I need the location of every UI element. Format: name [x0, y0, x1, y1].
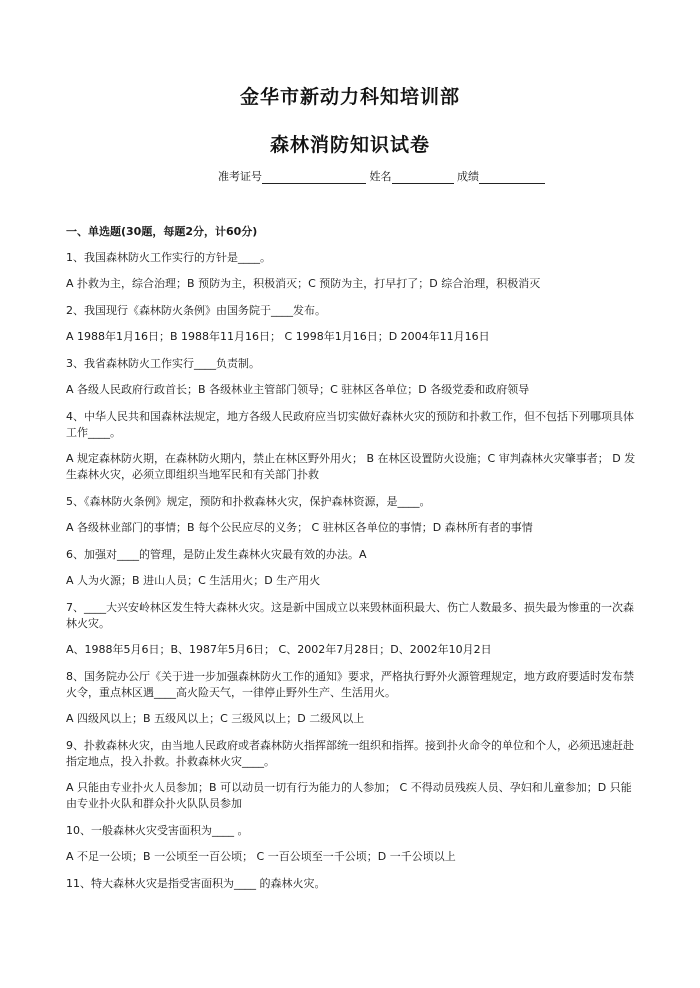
question-text: 3、我省森林防火工作实行____负责制。 — [66, 357, 260, 370]
question-text: 8、国务院办公厅《关于进一步加强森林防火工作的通知》要求，严格执行野外火源管理规定，地方政府要适时发布禁火令，重点林区遇____高火险天气，一律停止野外生产、生活用火。 — [66, 670, 634, 699]
question-text: 10、一般森林火灾受害面积为____ 。 — [66, 824, 249, 837]
question-text: 5、《森林防火条例》规定，预防和扑救森林火灾，保护森林资源，是____。 — [66, 495, 431, 508]
name-label: 姓名 — [369, 170, 392, 183]
question-text: 1、我国森林防火工作实行的方针是____。 — [66, 251, 271, 264]
question-options: A 人为火源；B 进山人员；C 生活用火；D 生产用火 — [66, 574, 321, 587]
question-options: A 规定森林防火期，在森林防火期内，禁止在林区野外用火； B 在林区设置防火设施；C 审判森林火灾肇事者； D 发生森林火灾，必须立即组织当地军民和有关部门扑救 — [66, 452, 636, 481]
question-text: 7、____大兴安岭林区发生特大森林火灾。这是新中国成立以来毁林面积最大、伤亡人数最多、损失最为惨重的一次森林火灾。 — [66, 601, 634, 630]
question-text: 6、加强对____的管理，是防止发生森林火灾最有效的办法。A — [66, 548, 367, 561]
question-text: 9、扑救森林火灾，由当地人民政府或者森林防火指挥部统一组织和指挥。接到扑火命令的单位和个人，必须迅速赶赴指定地点，投入扑救。扑救森林火灾____。 — [66, 739, 634, 768]
candidate-info-line — [218, 168, 545, 184]
question-options: A 不足一公顷；B 一公顷至一百公顷； C 一百公顷至一千公顷；D 一千公顷以上 — [66, 850, 456, 863]
question-options: A 各级人民政府行政首长；B 各级林业主管部门领导；C 驻林区各单位；D 各级党委和政府领导 — [66, 383, 530, 396]
name-blank[interactable] — [392, 171, 454, 184]
exam-id-blank[interactable] — [262, 171, 366, 184]
exam-title: 森林消防知识试卷 — [269, 134, 430, 156]
question-options: A 四级风以上；B 五级风以上；C 三级风以上；D 二级风以上 — [66, 712, 365, 725]
question-text: 4、中华人民共和国森林法规定，地方各级人民政府应当切实做好森林火灾的预防和扑救工作，但不包括下列哪项具体工作____。 — [66, 410, 634, 439]
question-options: A、1988年5月6日；B、1987年5月6日； C、2002年7月28日；D、2002年10月2日 — [66, 643, 492, 656]
exam-content — [66, 224, 636, 902]
organization-title: 金华市新动力科知培训部 — [239, 86, 460, 108]
question-options: A 只能由专业扑火人员参加；B 可以动员一切有行为能力的人参加； C 不得动员残疾人员、孕妇和儿童参加；D 只能由专业扑火队和群众扑火队队员参加 — [66, 781, 632, 810]
question-text: 11、特大森林火灾是指受害面积为____ 的森林火灾。 — [66, 877, 326, 890]
question-options: A 各级林业部门的事情；B 每个公民应尽的义务； C 驻林区各单位的事情；D 森林所有者的事情 — [66, 521, 533, 534]
question-options: A 扑救为主，综合治理；B 预防为主，积极消灭；C 预防为主，打早打了；D 综合治理，积极消灭 — [66, 277, 541, 290]
section-title: 一、单选题(30题，每题2分，计60分) — [66, 225, 258, 238]
exam-id-label: 准考证号 — [218, 170, 262, 183]
question-options: A 1988年1月16日；B 1988年11月16日； C 1998年1月16日；D 2004年11月16日 — [66, 330, 490, 343]
score-label: 成绩 — [457, 170, 479, 183]
question-text: 2、我国现行《森林防火条例》由国务院于____发布。 — [66, 304, 326, 317]
score-blank[interactable] — [479, 171, 545, 184]
